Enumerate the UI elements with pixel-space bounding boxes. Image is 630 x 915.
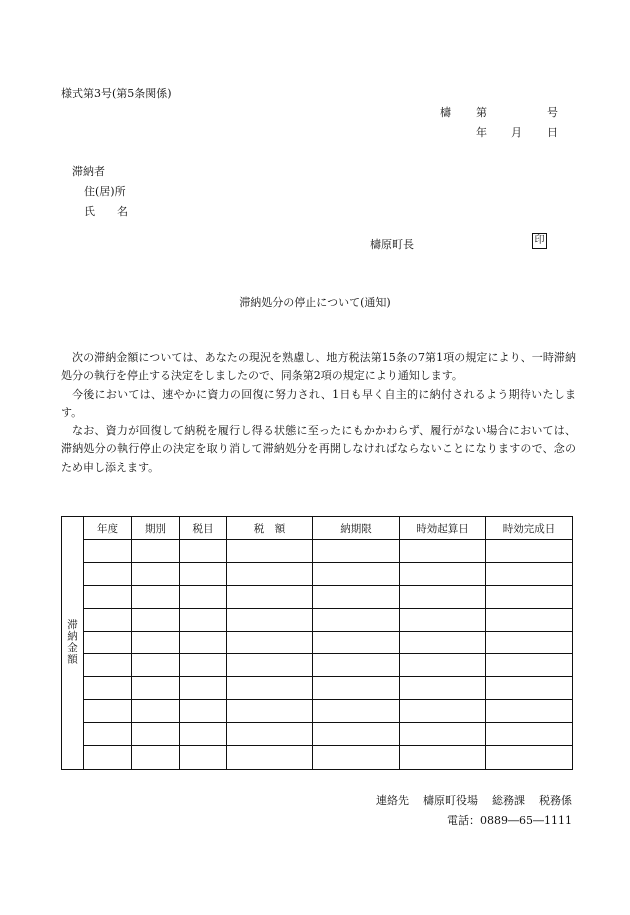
- table-row: [62, 631, 573, 654]
- table-cell: [400, 700, 486, 723]
- table-cell: [313, 631, 400, 654]
- table-cell: [313, 585, 400, 608]
- table-header-row: [62, 517, 573, 540]
- document-number-dai: 第: [476, 106, 487, 119]
- table-cell: [400, 723, 486, 746]
- table-cell: [180, 562, 227, 585]
- table-side-label: [62, 517, 84, 770]
- table-cell: [227, 723, 313, 746]
- table-cell: [400, 631, 486, 654]
- table-cell: [84, 562, 132, 585]
- table-cell: [132, 608, 180, 631]
- table-cell: [400, 562, 486, 585]
- document-title: 滞納処分の停止について(通知): [239, 296, 391, 309]
- table-cell: [132, 540, 180, 563]
- table-cell: [227, 677, 313, 700]
- date-year: 年: [476, 126, 487, 139]
- table-cell: [132, 700, 180, 723]
- table-cell: [486, 746, 573, 770]
- body-paragraph-3: なお、資力が回復して納税を履行し得る状態に至ったにもかかわらず、履行がない場合においては、滞納処分の執行停止の決定を取り消して滞納処分を再開しなければならないことになりますので、念のため申し添えます。: [61, 424, 576, 474]
- table-cell: [313, 700, 400, 723]
- table-cell: [227, 562, 313, 585]
- header-tax-amount: 税 額: [227, 517, 313, 540]
- table-cell: [84, 608, 132, 631]
- table-cell: [180, 746, 227, 770]
- table-cell: [400, 585, 486, 608]
- table-cell: [400, 654, 486, 677]
- table-row: [62, 677, 573, 700]
- document-number-prefix: 檮: [440, 106, 451, 119]
- table-cell: [180, 700, 227, 723]
- table-cell: [313, 723, 400, 746]
- table-cell: [313, 562, 400, 585]
- table-cell: [227, 540, 313, 563]
- date-day: 日: [547, 126, 558, 139]
- table-row: [62, 540, 573, 563]
- form-number: 様式第3号(第5条関係): [61, 87, 172, 100]
- table-cell: [313, 654, 400, 677]
- table-row: [62, 608, 573, 631]
- table-cell: [84, 746, 132, 770]
- table-cell: [132, 746, 180, 770]
- table-cell: [180, 608, 227, 631]
- body-paragraph-2: 今後においては、速やかに資力の回復に努力され、1日も早く自主的に納付されるよう期待いたします。: [61, 387, 576, 419]
- table-cell: [486, 608, 573, 631]
- table-cell: [180, 654, 227, 677]
- contact-label: 連絡先: [376, 794, 409, 807]
- table-cell: [486, 585, 573, 608]
- table-cell: [486, 677, 573, 700]
- table-cell: [486, 654, 573, 677]
- table-cell: [227, 585, 313, 608]
- header-tax-item: 税目: [180, 517, 227, 540]
- header-period: 期別: [132, 517, 180, 540]
- table-cell: [486, 562, 573, 585]
- table-cell: [84, 700, 132, 723]
- table-cell: [400, 608, 486, 631]
- header-limitation-end: 時効完成日: [486, 517, 573, 540]
- address-label: 住(居)所: [84, 185, 126, 198]
- document-number-gou: 号: [547, 106, 558, 119]
- contact-line: [376, 791, 572, 811]
- date-month: 月: [511, 126, 522, 139]
- header-due-date: 納期限: [313, 517, 400, 540]
- name-label: 氏 名: [84, 205, 128, 218]
- table-row: [62, 562, 573, 585]
- table-row: [62, 746, 573, 770]
- table-cell: [486, 700, 573, 723]
- table-cell: [400, 540, 486, 563]
- table-cell: [132, 562, 180, 585]
- issuer-title: 檮原町長: [370, 238, 414, 251]
- table-cell: [84, 654, 132, 677]
- table-cell: [227, 746, 313, 770]
- table-cell: [132, 654, 180, 677]
- table-cell: [84, 631, 132, 654]
- table-row: [62, 700, 573, 723]
- table-cell: [227, 631, 313, 654]
- table-cell: [400, 677, 486, 700]
- table-cell: [180, 585, 227, 608]
- table-cell: [227, 608, 313, 631]
- table-cell: [400, 746, 486, 770]
- table-cell: [132, 631, 180, 654]
- table-cell: [486, 540, 573, 563]
- seal-stamp: 印: [532, 233, 547, 249]
- table-cell: [84, 723, 132, 746]
- table-cell: [486, 631, 573, 654]
- table-cell: [132, 723, 180, 746]
- contact-office: 檮原町役場: [423, 794, 478, 807]
- table-cell: [180, 677, 227, 700]
- table-cell: [132, 585, 180, 608]
- contact-department: 総務課: [492, 794, 525, 807]
- contact-block: [376, 791, 572, 831]
- header-fiscal-year: 年度: [84, 517, 132, 540]
- addressee-block: [72, 162, 128, 222]
- contact-phone: 電話：0889―65―1111: [447, 814, 572, 827]
- body-paragraph-1: 次の滞納金額については、あなたの現況を熟慮し、地方税法第15条の7第1項の規定により、一時滞納処分の執行を停止する決定をしましたので、同条第2項の規定により通知します。: [61, 351, 576, 383]
- table-cell: [313, 540, 400, 563]
- table-cell: [227, 700, 313, 723]
- table-cell: [84, 677, 132, 700]
- table-row: [62, 723, 573, 746]
- table-cell: [84, 540, 132, 563]
- table-row: [62, 585, 573, 608]
- contact-section: 税務係: [539, 794, 572, 807]
- table-cell: [227, 654, 313, 677]
- table-cell: [84, 585, 132, 608]
- notice-body: [61, 349, 576, 477]
- addressee-label: 滞納者: [72, 165, 105, 178]
- table-cell: [313, 677, 400, 700]
- table-cell: [180, 723, 227, 746]
- table-cell: [180, 631, 227, 654]
- table-cell: [486, 723, 573, 746]
- table-cell: [313, 608, 400, 631]
- table-row: [62, 654, 573, 677]
- side-label-text: 滞納金額: [66, 618, 78, 665]
- table-cell: [180, 540, 227, 563]
- table-cell: [313, 746, 400, 770]
- table-cell: [132, 677, 180, 700]
- header-limitation-start: 時効起算日: [400, 517, 486, 540]
- delinquent-amount-table: [61, 516, 573, 770]
